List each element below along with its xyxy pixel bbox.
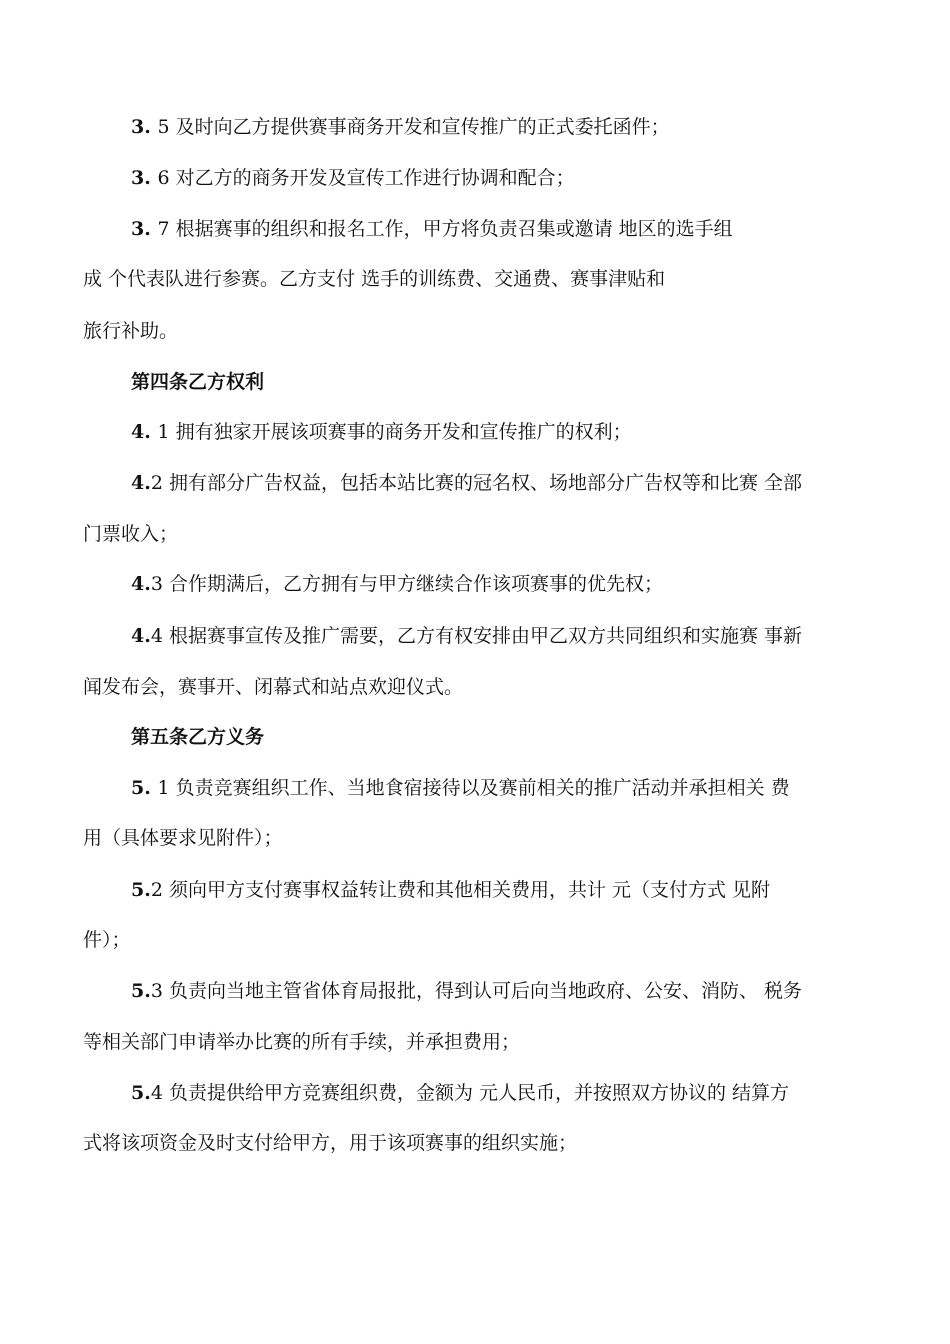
clause-text: 4 负责提供给甲方竞赛组织费，金额为 元人民币，并按照双方协议的 结算方 bbox=[150, 1082, 790, 1104]
clause-number: 4. bbox=[131, 472, 151, 494]
clause-number: 3. bbox=[131, 167, 158, 189]
clause-3-5 bbox=[131, 115, 931, 139]
clause-number: 5. bbox=[131, 777, 158, 799]
clause-number: 3. bbox=[131, 218, 158, 240]
clause-5-4 bbox=[131, 1081, 931, 1105]
clause-number: 4. bbox=[131, 573, 151, 595]
clause-4-4 bbox=[131, 624, 931, 648]
clause-4-4-continuation: 闻发布会，赛事开、闭幕式和站点欢迎仪式。 bbox=[83, 676, 464, 698]
clause-text: 1 负责竞赛组织工作、当地食宿接待以及赛前相关的推广活动并承担相关 费 bbox=[157, 777, 790, 799]
article-5-heading: 第五条乙方义务 bbox=[131, 726, 265, 748]
clause-4-2-continuation: 门票收入； bbox=[83, 523, 179, 545]
clause-5-1-continuation: 用（具体要求见附件）； bbox=[83, 827, 283, 849]
clause-text: 2 须向甲方支付赛事权益转让费和其他相关费用，共计 元（支付方式 见附 bbox=[150, 879, 771, 901]
clause-5-1 bbox=[131, 776, 931, 800]
clause-3-7 bbox=[131, 217, 931, 241]
clause-3-7-continuation: 旅行补助。 bbox=[83, 320, 179, 342]
clause-5-3 bbox=[131, 979, 931, 1003]
article-4-heading: 第四条乙方权利 bbox=[131, 371, 265, 393]
clause-number: 5. bbox=[131, 1082, 151, 1104]
clause-number: 3. bbox=[131, 116, 158, 138]
clause-5-2 bbox=[131, 878, 931, 902]
clause-text: 5 及时向乙方提供赛事商务开发和宣传推广的正式委托函件； bbox=[157, 116, 670, 138]
clause-text: 2 拥有部分广告权益，包括本站比赛的冠名权、场地部分广告权等和比赛 全部 bbox=[150, 472, 803, 494]
clause-text: 4 根据赛事宣传及推广需要，乙方有权安排由甲乙双方共同组织和实施赛 事新 bbox=[150, 625, 803, 647]
clause-text: 1 拥有独家开展该项赛事的商务开发和宣传推广的权利； bbox=[157, 421, 632, 443]
clause-4-3 bbox=[131, 572, 931, 596]
clause-text: 6 对乙方的商务开发及宣传工作进行协调和配合； bbox=[157, 167, 575, 189]
clause-number: 5. bbox=[131, 879, 151, 901]
clause-text: 3 合作期满后，乙方拥有与甲方继续合作该项赛事的优先权； bbox=[150, 573, 663, 595]
clause-4-1 bbox=[131, 420, 931, 444]
clause-5-3-continuation: 等相关部门申请举办比赛的所有手续，并承担费用； bbox=[83, 1031, 521, 1053]
clause-5-2-continuation: 件）； bbox=[83, 929, 131, 951]
clause-3-7-continuation: 成 个代表队进行参赛。乙方支付 选手的训练费、交通费、赛事津贴和 bbox=[83, 268, 666, 290]
clause-text: 3 负责向当地主管省体育局报批，得到认可后向当地政府、公安、消防、 税务 bbox=[150, 980, 803, 1002]
clause-text: 7 根据赛事的组织和报名工作，甲方将负责召集或邀请 地区的选手组 bbox=[157, 218, 733, 240]
clause-number: 5. bbox=[131, 980, 151, 1002]
clause-3-6 bbox=[131, 166, 931, 190]
clause-4-2 bbox=[131, 471, 931, 495]
clause-number: 4. bbox=[131, 625, 151, 647]
clause-number: 4. bbox=[131, 421, 158, 443]
clause-5-4-continuation: 式将该项资金及时支付给甲方，用于该项赛事的组织实施； bbox=[83, 1132, 578, 1154]
